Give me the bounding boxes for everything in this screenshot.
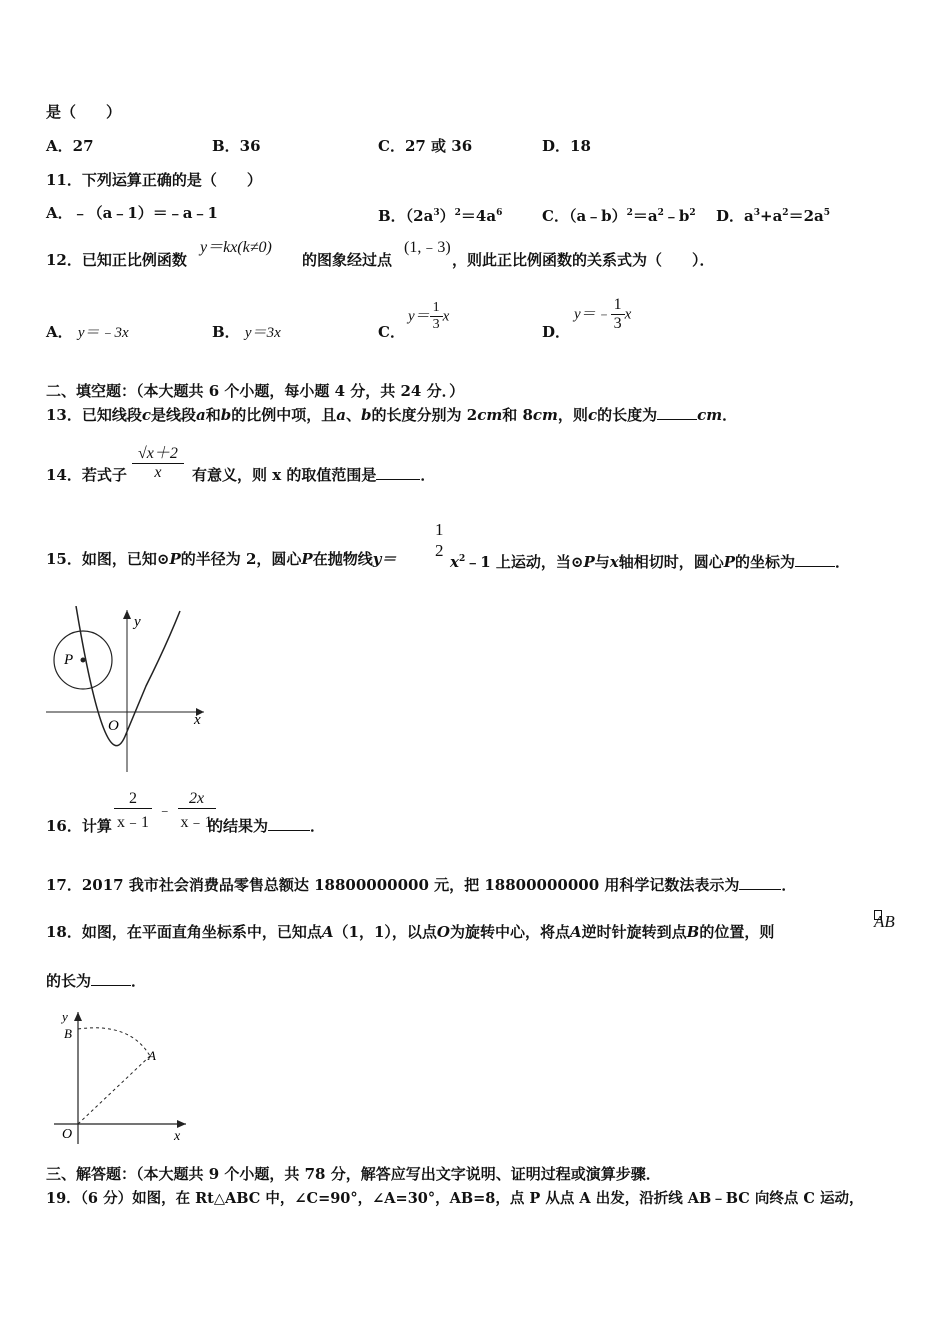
q10-option-a: A．27 [46, 137, 94, 155]
q18-x-arrow-icon [177, 1120, 186, 1128]
q18-segment-oa [78, 1056, 150, 1124]
q12-stem: 12．已知正比例函数 [46, 251, 187, 269]
q18-arc [78, 1028, 150, 1056]
section-3-heading: 三、解答题：（本大题共 9 个小题，共 78 分，解答应写出文字说明、证明过程或演算步骤． [46, 1165, 661, 1183]
q12-option-c-expr: y＝ $\frac{1}{3}$ x [408, 300, 450, 332]
q11-option-c: C．$(a﹣b)^2=a^2﹣b^2$ [542, 207, 696, 225]
q15-label-y: y [134, 614, 141, 630]
q18-line2: 的长为 ． [46, 972, 147, 990]
q13: 13．已知线段c是线段a和b的比例中项，且a、b的长度分别为 2cm和 8cm，则c的长度为 cm． [46, 406, 738, 424]
q10-option-c: C．27 或 36 [378, 137, 473, 155]
q12-option-c-label: C． [378, 323, 405, 341]
q15-fraction: $\frac{1}{2}$ [432, 520, 447, 561]
q15-label-o: O [108, 718, 119, 734]
q18-figure [46, 1008, 192, 1146]
q12-point: (1,﹣3) [404, 239, 451, 256]
q17: 17．2017 我市社会消费品零售总额达 18800000000 元，把 18800000000 用科学记数法表示为 ． [46, 876, 797, 894]
q18-label-x: x [174, 1129, 181, 1144]
q17-blank[interactable] [739, 875, 781, 890]
q10-tail: 是（ ） [46, 103, 122, 121]
q12-formula: y＝kx(k≠0) [200, 239, 272, 256]
q18-label-o: O [62, 1127, 73, 1142]
q10-option-b: B．36 [212, 137, 261, 155]
q14-fraction: $\frac{√x+2}{x}$ [132, 440, 184, 482]
q18-label-b: B [64, 1026, 72, 1041]
q11-option-b: B．$(2a^3)^2=4a^6$ [378, 207, 503, 225]
q15-stem-tail: $x^2﹣1$ 上运动，当⊙P与x轴相切时，圆心P的坐标为 ． [450, 553, 851, 571]
q12-option-a: A． y＝﹣3x [46, 323, 129, 341]
q15-stem: 15．如图，已知⊙P的半径为 2，圆心P在抛物线y＝ [46, 550, 397, 568]
q11-option-a: A．﹣（a﹣1）＝﹣a﹣1 [46, 204, 218, 222]
q15-center-point [81, 658, 86, 663]
q15-label-p: P [64, 652, 74, 668]
q12-option-d-expr: y＝﹣ $\frac{1}{3}$ x [574, 296, 632, 332]
q18-label-y: y [62, 1009, 68, 1024]
q18-label-a: A [148, 1048, 156, 1063]
q16-blank[interactable] [268, 816, 310, 831]
q12-option-d-label: D． [542, 323, 571, 341]
q16-post: 的结果为 ． [208, 817, 326, 835]
arc-symbol-icon [874, 910, 882, 920]
section-2-heading: 二、填空题：（本大题共 6 个小题，每小题 4 分，共 24 分．） [46, 382, 465, 400]
q18-stem: 18．如图，在平面直角坐标系中，已知点A（1，1），以点O为旋转中心，将点A逆时针旋转到点B的位置，则 [46, 923, 775, 941]
q18-blank[interactable] [91, 971, 131, 986]
q14-pre: 14．若式子 [46, 466, 127, 484]
q10-option-d: D．18 [542, 137, 591, 155]
q16-expression: $\frac{2}{x﹣1}$ ﹣ $\frac{2x}{x﹣1}$ [114, 790, 216, 832]
q12-option-b: B． y＝3x [212, 323, 281, 341]
q18-arc-ab: AB [874, 912, 895, 931]
q15-y-arrow-icon [123, 610, 131, 619]
q13-blank[interactable] [657, 405, 697, 420]
q15-figure [46, 606, 208, 776]
q14-post: 有意义，则 x 的取值范围是 ． [192, 466, 436, 484]
q12-tail: ，则此正比例函数的关系式为（ ）． [452, 251, 715, 269]
q15-blank[interactable] [795, 552, 835, 567]
q15-parabola [76, 606, 180, 746]
q15-label-x: x [194, 712, 201, 728]
q11-option-d: D．$a^3+a^2=2a^5$ [716, 207, 830, 225]
q12-mid: 的图象经过点 [302, 251, 393, 269]
q14-blank[interactable] [376, 465, 420, 480]
q11-stem: 11．下列运算正确的是（ ） [46, 171, 262, 189]
q19: 19．（6 分）如图，在 Rt△ABC 中，∠C=90°，∠A=30°，AB=8，点 P 从点 A 出发，沿折线 AB﹣BC 向终点 C 运动， [46, 1190, 864, 1207]
q18-y-arrow-icon [74, 1012, 82, 1021]
q16-pre: 16．计算 [46, 817, 112, 835]
